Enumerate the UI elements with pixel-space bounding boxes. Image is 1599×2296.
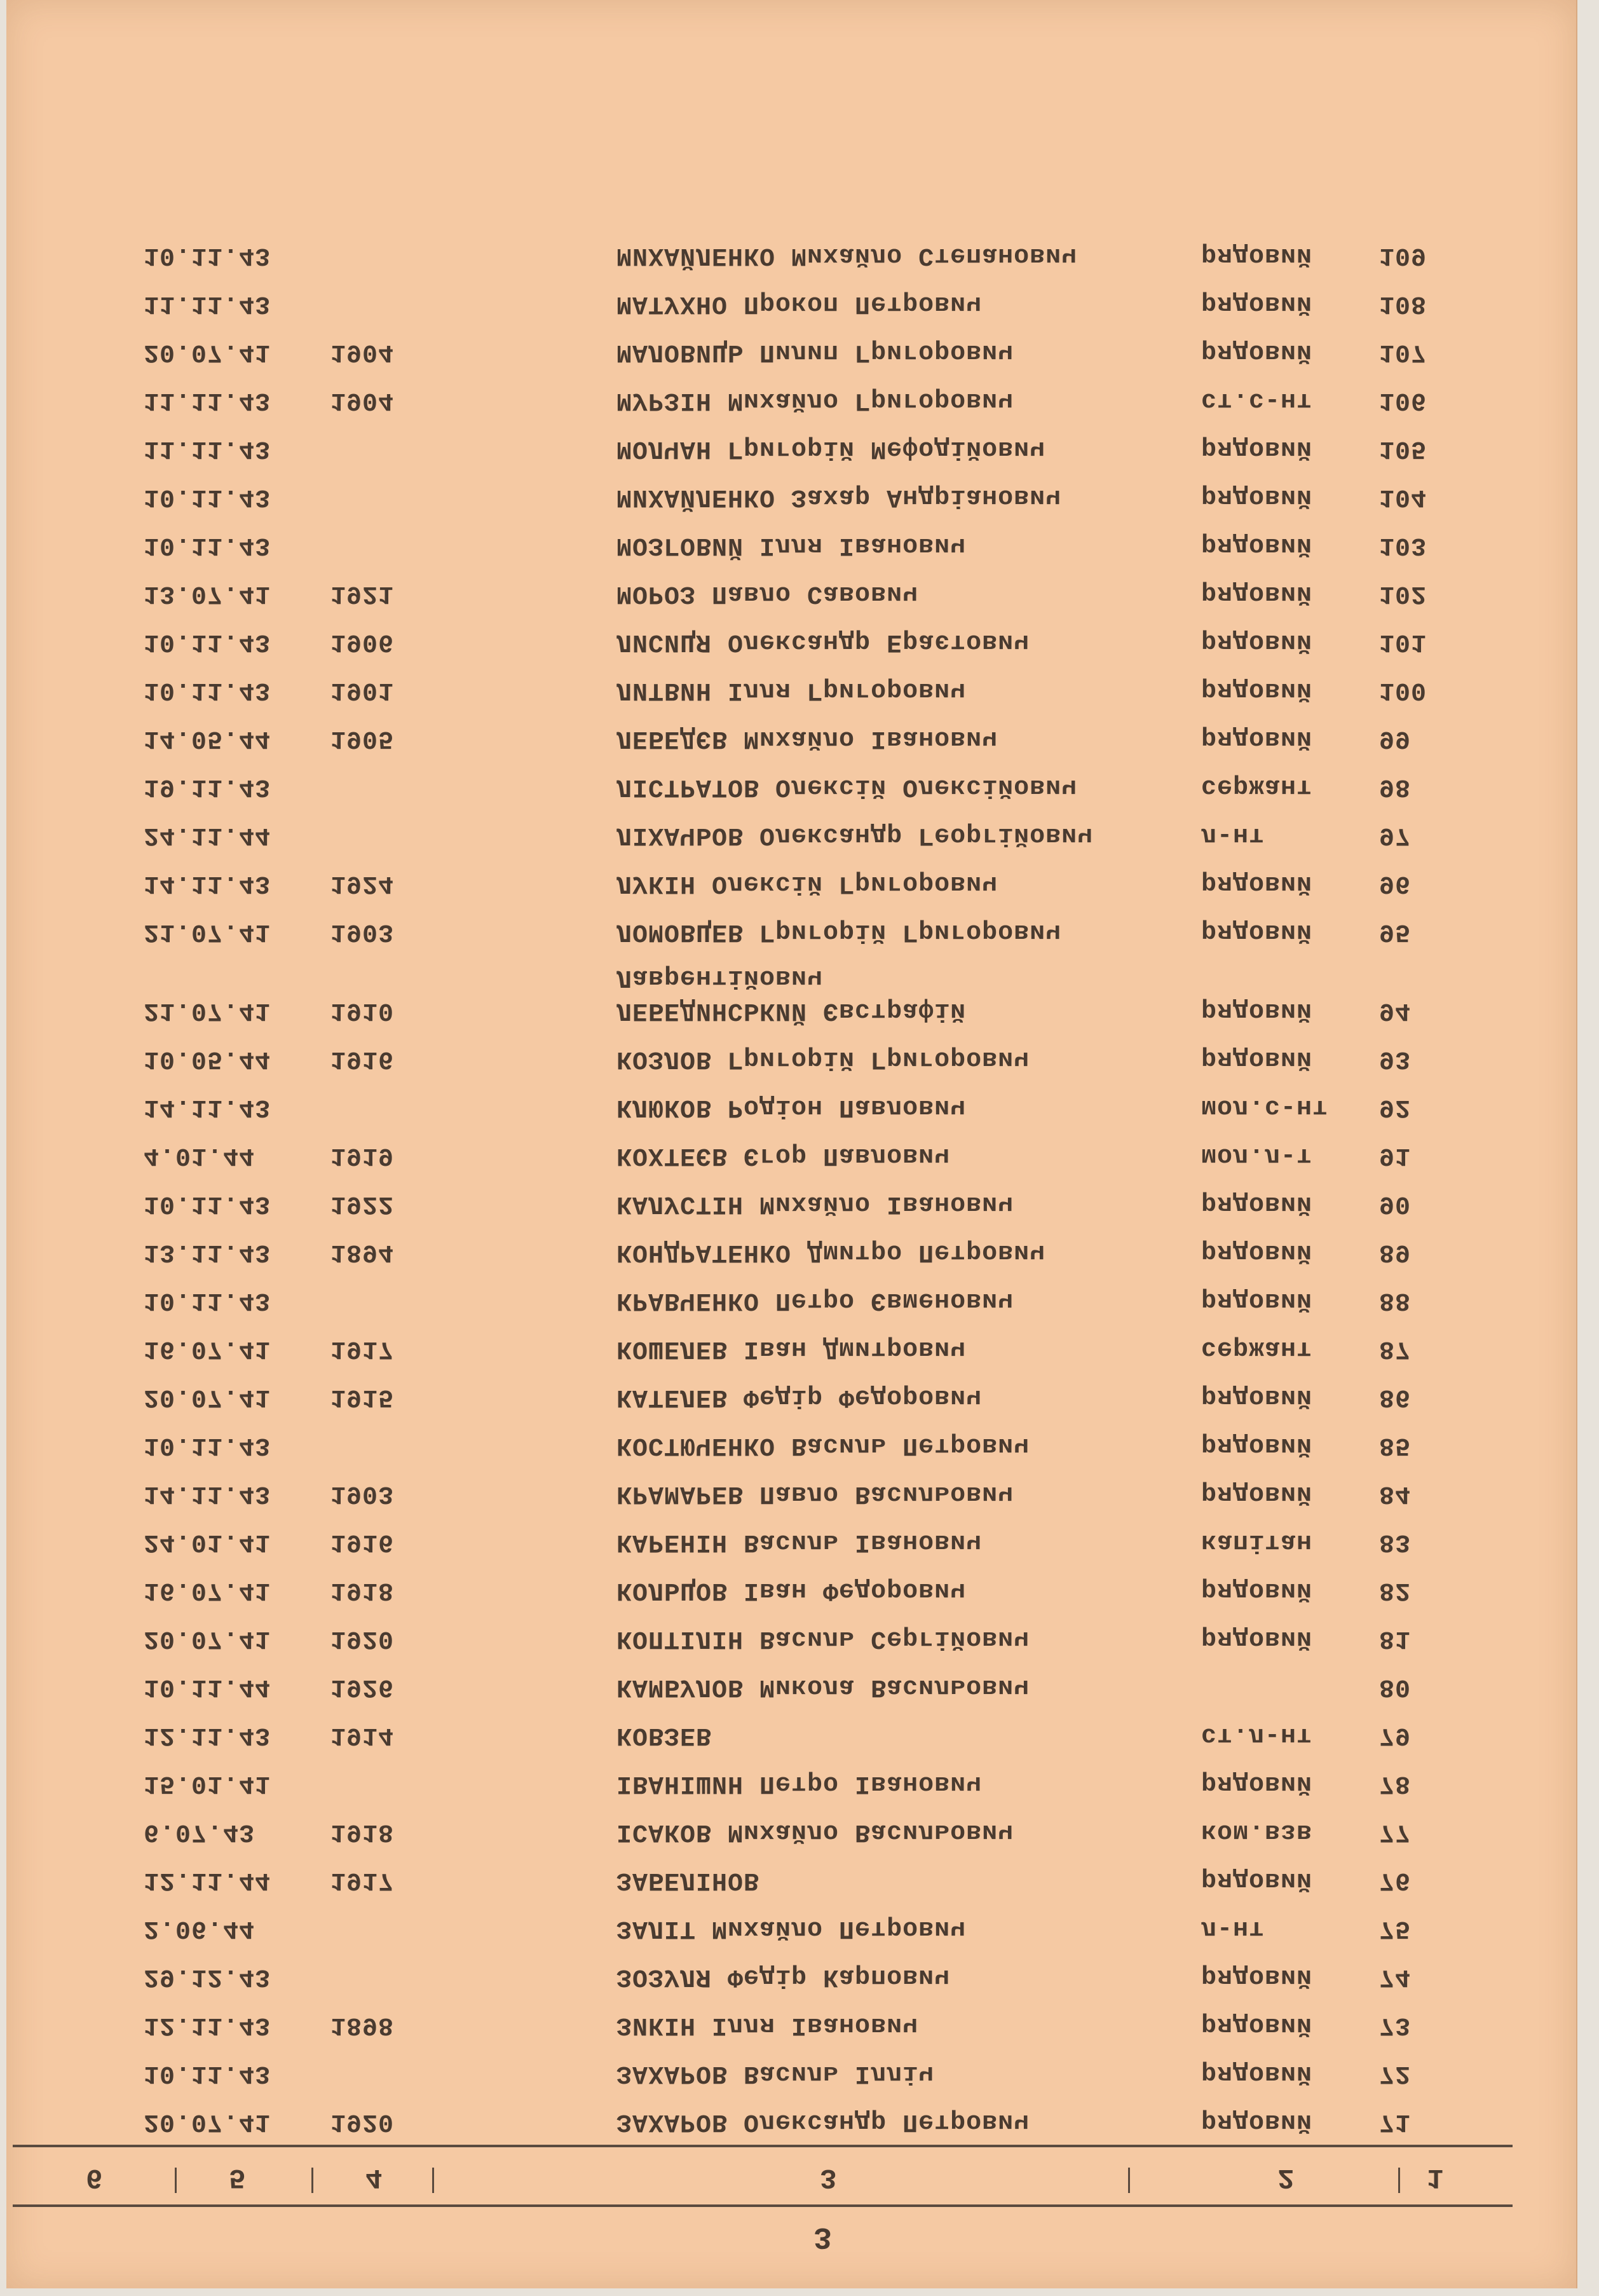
name-cell: ІСАКОВ Михайло Васильович — [616, 1817, 1014, 1846]
birth-year-cell: 1903 — [330, 917, 395, 946]
birth-year-cell: 1910 — [330, 996, 395, 1025]
row-number: 90 — [1379, 1189, 1412, 1218]
name-cell: МАЛОВИЦЬ Пилип Григорович — [616, 338, 1014, 366]
name-cell: КОВЗЕВ — [616, 1721, 712, 1749]
rank-cell: рядовий — [1201, 2059, 1313, 2088]
name-cell: МОЗГОВИЙ Ілля Іванович — [616, 531, 967, 559]
name-cell: МИХАЙЛЕНКО Захар Андріанович — [616, 482, 1062, 511]
birth-year-cell: 1914 — [330, 1721, 395, 1749]
name-cell: ЗАБЕЛІНОВ — [616, 1866, 760, 1894]
date-cell: 12.11.43 — [144, 2011, 271, 2039]
row-number: 98 — [1379, 772, 1412, 801]
table-row — [6, 1318, 1532, 1363]
name-cell: КАЛУСТІН Михайло Іванович — [616, 1189, 1014, 1218]
rank-cell: мол.с-нт — [1201, 1093, 1329, 1121]
row-number: 97 — [1379, 821, 1412, 849]
table-row — [6, 1125, 1532, 1170]
name-cell: МОЛЧАН Григорій Мефодійович — [616, 434, 1046, 463]
table-row — [6, 1463, 1532, 1508]
row-number: 87 — [1379, 1334, 1412, 1363]
date-cell: 2.06.44 — [144, 1914, 255, 1943]
rank-cell: сержант — [1201, 772, 1313, 801]
birth-year-cell: 1924 — [330, 869, 395, 898]
birth-year-cell: 1898 — [330, 2011, 395, 2039]
date-cell: 11.11.43 — [144, 386, 271, 414]
name-cell: КОПТІЛІН Василь Сергійович — [616, 1624, 1030, 1653]
date-cell: 15.01.41 — [144, 1769, 271, 1798]
name-cell: ЛІХАЧЬОВ Олександр Георгійович — [616, 821, 1094, 849]
date-cell: 29.12.43 — [144, 1962, 271, 1991]
date-cell: 4.01.44 — [144, 1141, 255, 1170]
table-row — [6, 322, 1532, 366]
name-cell: МАТУХНО Прокоп Петрович — [616, 289, 983, 318]
birth-year-cell: 1926 — [330, 1672, 395, 1701]
rank-cell: рядовий — [1201, 996, 1313, 1025]
column-separator — [311, 2168, 313, 2193]
table-row — [6, 1946, 1532, 1991]
birth-year-cell: 1906 — [330, 627, 395, 656]
name-cell: МОРОЗ Павло Савович — [616, 579, 919, 608]
rank-cell: рядовий — [1201, 2107, 1313, 2136]
table-row — [6, 1173, 1532, 1218]
rank-cell: рядовий — [1201, 2011, 1313, 2039]
table-row — [6, 805, 1532, 849]
table-row — [6, 1898, 1532, 1943]
name-cell: ЗАХАРОВ Олександр Петрович — [616, 2107, 1030, 2136]
table-row — [6, 1512, 1532, 1556]
table-row — [6, 1753, 1532, 1798]
row-number: 100 — [1379, 676, 1427, 704]
date-cell: 10.11.43 — [144, 1431, 271, 1459]
table-row — [6, 708, 1532, 753]
table-row — [6, 370, 1532, 414]
row-number: 94 — [1379, 996, 1412, 1025]
name-cell: ЗАХАРОВ Василь Ілліч — [616, 2059, 935, 2088]
date-cell: 11.11.43 — [144, 289, 271, 318]
name-cell: КРАМАРЕВ Павло Васильович — [616, 1479, 1014, 1508]
rank-cell: рядовий — [1201, 482, 1313, 511]
date-cell: 16.07.41 — [144, 1334, 271, 1363]
row-number: 75 — [1379, 1914, 1412, 1943]
row-number: 106 — [1379, 386, 1427, 414]
name-cell: КОНДРАТЕНКО Дмитро Петрович — [616, 1238, 1046, 1266]
date-cell: 10.11.44 — [144, 1672, 271, 1701]
name-cell: КОЛЬЦОВ Іван Федорович — [616, 1576, 967, 1604]
table-row — [6, 2043, 1532, 2088]
table-row — [6, 1222, 1532, 1266]
row-number: 108 — [1379, 289, 1427, 318]
page-number: 3 — [813, 2219, 832, 2253]
date-cell: 14.11.43 — [144, 1093, 271, 1121]
row-number: 96 — [1379, 869, 1412, 898]
table-row — [6, 1850, 1532, 1894]
name-cell: ЛЕБЕДИНСЬКИЙ Євстрафій — [616, 996, 967, 1025]
rank-cell: сержант — [1201, 1334, 1313, 1363]
column-separator — [175, 2168, 177, 2193]
row-number: 102 — [1379, 579, 1427, 608]
rank-cell: рядовий — [1201, 869, 1313, 898]
header-rule-top — [13, 2204, 1513, 2207]
rank-cell: рядовий — [1201, 724, 1313, 753]
table-row — [6, 1077, 1532, 1121]
rank-cell: капітан — [1201, 1527, 1313, 1556]
row-number: 77 — [1379, 1817, 1412, 1846]
row-number: 74 — [1379, 1962, 1412, 1991]
date-cell: 14.11.43 — [144, 869, 271, 898]
rank-cell: ст.л-нт — [1201, 1721, 1313, 1749]
name-cell: ЛІСТРАТОВ Олексій Олексійович — [616, 772, 1078, 801]
rank-cell: рядовий — [1201, 1286, 1313, 1315]
date-cell: 24.01.41 — [144, 1527, 271, 1556]
name-cell: КОХТЕЄВ Єгор Павлович — [616, 1141, 951, 1170]
name-cell: КРАВЧЕНКО Петро Євменович — [616, 1286, 1014, 1315]
rank-cell: рядовий — [1201, 676, 1313, 704]
row-number: 89 — [1379, 1238, 1412, 1266]
table-row — [6, 660, 1532, 704]
name-cell: ЛЕБЕДЄВ Михайло Іванович — [616, 724, 998, 753]
birth-year-cell: 1920 — [330, 2107, 395, 2136]
row-number: 81 — [1379, 1624, 1412, 1653]
date-cell: 24.11.44 — [144, 821, 271, 849]
name-cell: КОСТЮЧЕНКО Василь Петрович — [616, 1431, 1030, 1459]
table-row — [6, 756, 1532, 801]
name-cell: КОЗЛОВ Григорій Григорович — [616, 1044, 1030, 1073]
row-number: 104 — [1379, 482, 1427, 511]
name-cell-continuation: Лаврентійович — [616, 963, 824, 992]
date-cell: 13.07.41 — [144, 579, 271, 608]
name-cell: ЗИКІН Ілля Іванович — [616, 2011, 919, 2039]
row-number: 85 — [1379, 1431, 1412, 1459]
table-row — [6, 1415, 1532, 1459]
row-number: 72 — [1379, 2059, 1412, 2088]
date-cell: 10.11.43 — [144, 1189, 271, 1218]
birth-year-cell: 1904 — [330, 338, 395, 366]
table-row — [6, 1270, 1532, 1315]
birth-year-cell: 1905 — [330, 724, 395, 753]
birth-year-cell: 1917 — [330, 1866, 395, 1894]
column-separator — [432, 2168, 434, 2193]
row-number: 88 — [1379, 1286, 1412, 1315]
rank-cell: рядовий — [1201, 1576, 1313, 1604]
table-row — [6, 2091, 1532, 2136]
date-cell: 20.07.41 — [144, 338, 271, 366]
date-cell: 20.07.41 — [144, 2107, 271, 2136]
col-header-3: 3 — [820, 2161, 837, 2193]
birth-year-cell: 1918 — [330, 1576, 395, 1604]
table-row — [6, 225, 1532, 270]
date-cell: 11.11.43 — [144, 434, 271, 463]
name-cell: МИХАЙЛЕНКО Михайло Степанович — [616, 241, 1078, 270]
col-header-1: 1 — [1427, 2161, 1444, 2193]
roster-sheet — [6, 0, 1576, 2288]
table-row — [6, 418, 1532, 463]
date-cell: 10.11.43 — [144, 676, 271, 704]
name-cell: КАТЕЛЕВ Федір Федорович — [616, 1383, 983, 1411]
rank-cell: рядовий — [1201, 338, 1313, 366]
name-cell: МУРЗІН Михайло Григорович — [616, 386, 1014, 414]
date-cell: 20.07.41 — [144, 1624, 271, 1653]
date-cell: 10.11.43 — [144, 2059, 271, 2088]
col-header-4: 4 — [365, 2161, 383, 2193]
row-number: 105 — [1379, 434, 1427, 463]
name-cell: КОШЕЛЕВ Іван Дмитрович — [616, 1334, 967, 1363]
rank-cell: рядовий — [1201, 1238, 1313, 1266]
date-cell: 10.11.43 — [144, 627, 271, 656]
date-cell: 16.07.41 — [144, 1576, 271, 1604]
date-cell: 13.11.43 — [144, 1238, 271, 1266]
date-cell: 19.11.43 — [144, 772, 271, 801]
row-number: 86 — [1379, 1383, 1412, 1411]
table-row — [6, 1367, 1532, 1411]
birth-year-cell: 1916 — [330, 1527, 395, 1556]
date-cell: 21.07.41 — [144, 917, 271, 946]
row-number: 80 — [1379, 1672, 1412, 1701]
row-number: 71 — [1379, 2107, 1412, 2136]
name-cell: ЛОМОВЦЕВ Григорій Григорович — [616, 917, 1062, 946]
row-number: 83 — [1379, 1527, 1412, 1556]
birth-year-cell: 1916 — [330, 1044, 395, 1073]
name-cell: ІВАНІШИН Петро Іванович — [616, 1769, 983, 1798]
rank-cell: рядовий — [1201, 1431, 1313, 1459]
birth-year-cell: 1920 — [330, 1624, 395, 1653]
row-number: 95 — [1379, 917, 1412, 946]
table-row — [6, 1657, 1532, 1701]
birth-year-cell: 1919 — [330, 1141, 395, 1170]
birth-year-cell: 1917 — [330, 1334, 395, 1363]
date-cell: 10.05.44 — [144, 1044, 271, 1073]
rank-cell: рядовий — [1201, 1769, 1313, 1798]
row-number: 109 — [1379, 241, 1427, 270]
table-row — [6, 1995, 1532, 2039]
date-cell: 10.11.43 — [144, 482, 271, 511]
table-row — [6, 1560, 1532, 1604]
name-cell: ЛУКІН Олексій Григорович — [616, 869, 998, 898]
table-row — [6, 1705, 1532, 1749]
rank-cell: рядовий — [1201, 1866, 1313, 1894]
name-cell: ЛИСИЦЯ Олександр Ераєтович — [616, 627, 1030, 656]
date-cell: 21.07.41 — [144, 996, 271, 1025]
rank-cell: рядовий — [1201, 241, 1313, 270]
row-number: 93 — [1379, 1044, 1412, 1073]
rank-cell: рядовий — [1201, 917, 1313, 946]
rank-cell: л-нт — [1201, 1914, 1265, 1943]
rank-cell: ст.с-нт — [1201, 386, 1313, 414]
name-cell: КАМБУЛОВ Микола Васильович — [616, 1672, 1030, 1701]
name-cell: ЗОЗУЛЯ Федір Карпович — [616, 1962, 951, 1991]
name-cell: КАРЕНІН Василь Іванович — [616, 1527, 983, 1556]
table-row — [6, 963, 1532, 1025]
table-row — [6, 612, 1532, 656]
name-cell: КЛЮКОВ Родіон Павлович — [616, 1093, 967, 1121]
name-cell: ЛИТВИН Ілля Григорович — [616, 676, 967, 704]
column-separator — [1128, 2168, 1130, 2193]
table-row — [6, 901, 1532, 946]
birth-year-cell: 1922 — [330, 1189, 395, 1218]
date-cell: 14.05.44 — [144, 724, 271, 753]
header-rule-bottom — [13, 2145, 1513, 2147]
row-number: 103 — [1379, 531, 1427, 559]
mirrored-print — [6, 0, 1576, 2288]
row-number: 76 — [1379, 1866, 1412, 1894]
table-row — [6, 467, 1532, 511]
col-header-2: 2 — [1277, 2161, 1295, 2193]
document-page — [6, 0, 1577, 2288]
rank-cell: рядовий — [1201, 289, 1313, 318]
rank-cell: рядовий — [1201, 1962, 1313, 1991]
birth-year-cell: 1921 — [330, 579, 395, 608]
name-cell: ЗАЛІТ Михайло Петрович — [616, 1914, 967, 1943]
table-row — [6, 1608, 1532, 1653]
row-number: 78 — [1379, 1769, 1412, 1798]
rank-cell: л-нт — [1201, 821, 1265, 849]
table-row — [6, 515, 1532, 559]
rank-cell: ком.взв — [1201, 1817, 1313, 1846]
rank-cell: рядовий — [1201, 434, 1313, 463]
birth-year-cell: 1918 — [330, 1817, 395, 1846]
row-number: 79 — [1379, 1721, 1412, 1749]
date-cell: 12.11.44 — [144, 1866, 271, 1894]
column-header-row — [13, 2151, 1513, 2199]
table-row — [6, 853, 1532, 898]
table-row — [6, 563, 1532, 608]
row-number: 73 — [1379, 2011, 1412, 2039]
date-cell: 10.11.43 — [144, 241, 271, 270]
date-cell: 20.07.41 — [144, 1383, 271, 1411]
col-header-5: 5 — [229, 2161, 246, 2193]
date-cell: 12.11.43 — [144, 1721, 271, 1749]
row-number: 91 — [1379, 1141, 1412, 1170]
col-header-6: 6 — [86, 2161, 103, 2193]
birth-year-cell: 1904 — [330, 386, 395, 414]
row-number: 107 — [1379, 338, 1427, 366]
birth-year-cell: 1903 — [330, 1479, 395, 1508]
rank-cell: рядовий — [1201, 627, 1313, 656]
row-number: 82 — [1379, 1576, 1412, 1604]
rank-cell: рядовий — [1201, 1189, 1313, 1218]
column-separator — [1398, 2168, 1400, 2193]
row-number: 84 — [1379, 1479, 1412, 1508]
rank-cell: рядовий — [1201, 1624, 1313, 1653]
date-cell: 10.11.43 — [144, 531, 271, 559]
date-cell: 6.07.43 — [144, 1817, 255, 1846]
rank-cell: рядовий — [1201, 1044, 1313, 1073]
birth-year-cell: 1915 — [330, 1383, 395, 1411]
date-cell: 14.11.43 — [144, 1479, 271, 1508]
rank-cell: рядовий — [1201, 1479, 1313, 1508]
table-row — [6, 1801, 1532, 1846]
table-row — [6, 1028, 1532, 1073]
rank-cell: рядовий — [1201, 531, 1313, 559]
table-row — [6, 273, 1532, 318]
row-number: 101 — [1379, 627, 1427, 656]
birth-year-cell: 1894 — [330, 1238, 395, 1266]
row-number: 99 — [1379, 724, 1412, 753]
row-number: 92 — [1379, 1093, 1412, 1121]
rank-cell: рядовий — [1201, 579, 1313, 608]
birth-year-cell: 1901 — [330, 676, 395, 704]
rank-cell: мол.л-т — [1201, 1141, 1313, 1170]
rank-cell: рядовий — [1201, 1383, 1313, 1411]
date-cell: 10.11.43 — [144, 1286, 271, 1315]
